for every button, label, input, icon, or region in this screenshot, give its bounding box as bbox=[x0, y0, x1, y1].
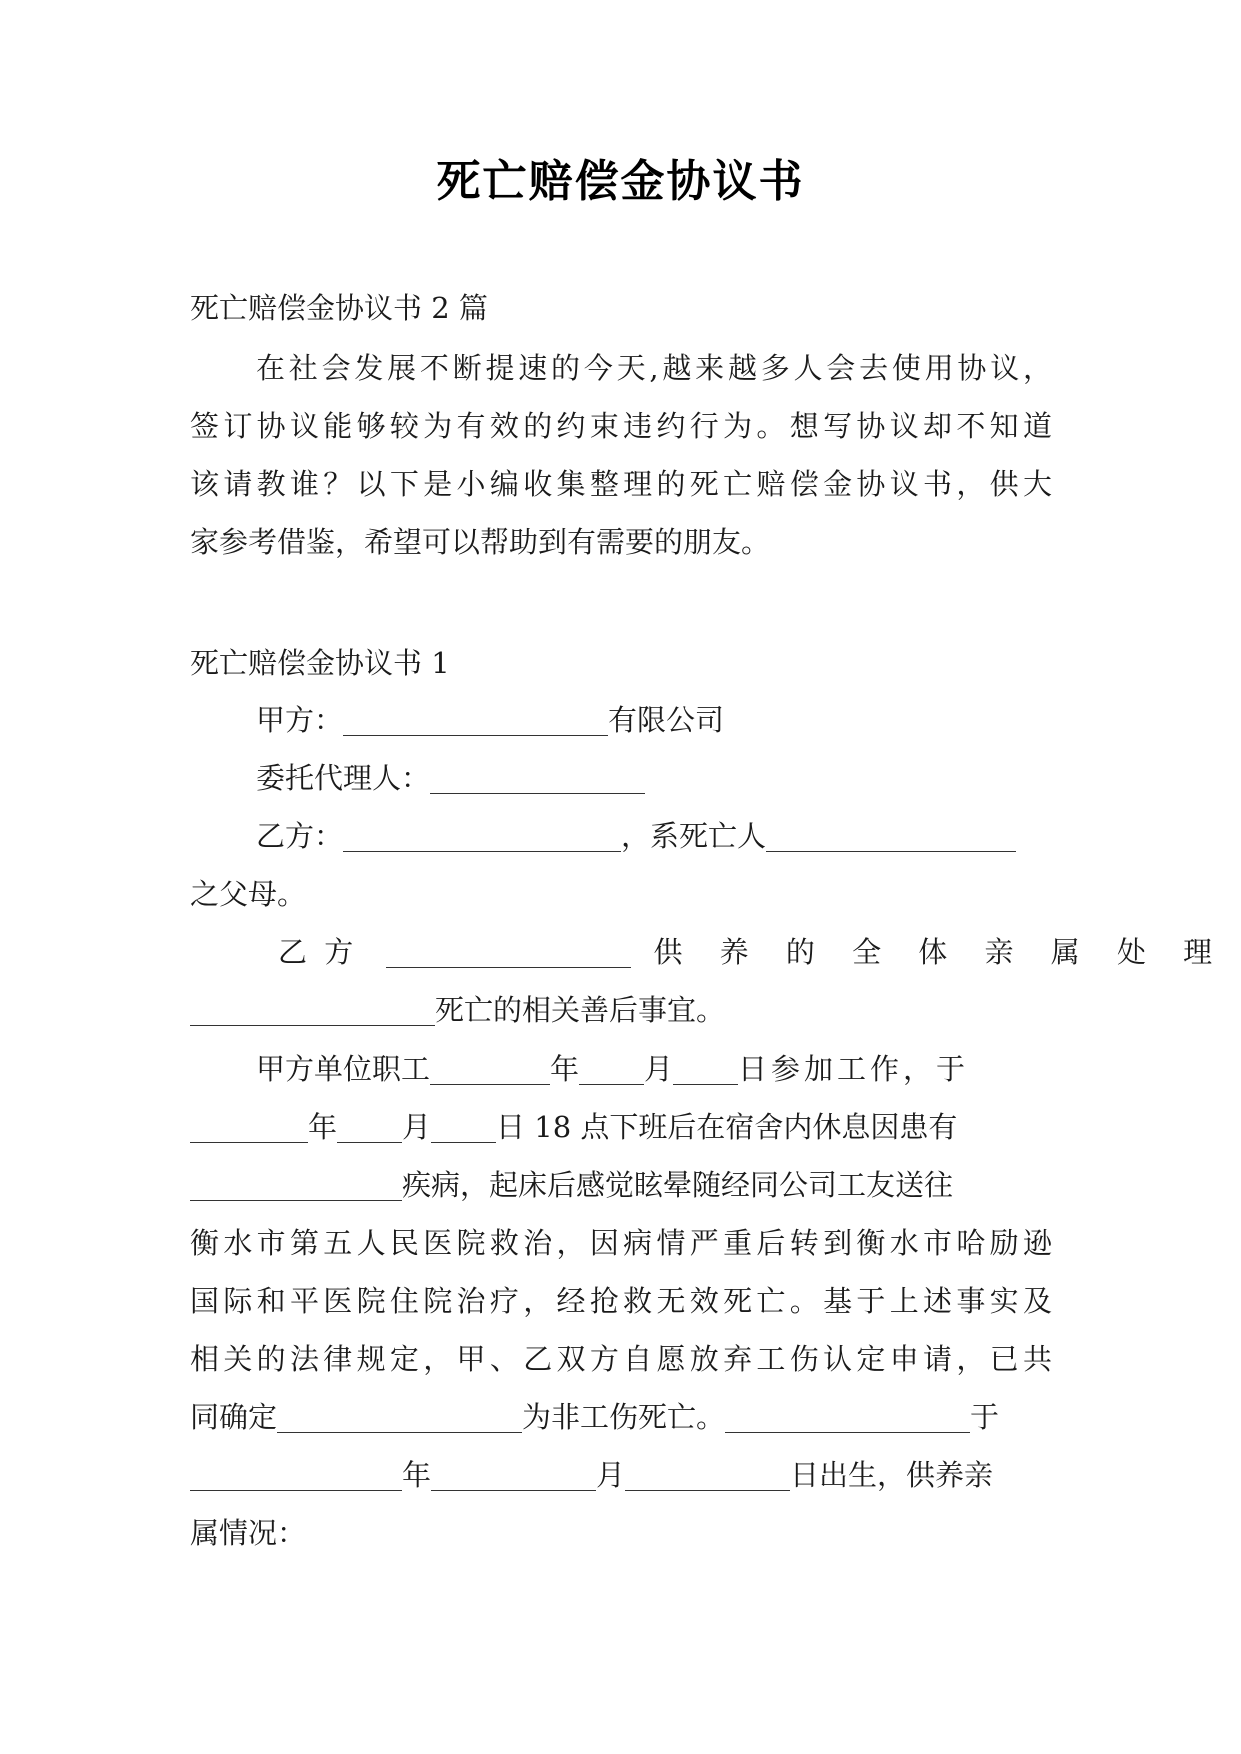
section-heading: 死亡赔偿金协议书 1 bbox=[190, 646, 450, 680]
blank-day-1 bbox=[673, 1056, 738, 1085]
body-l3: 疾病，起床后感觉眩晕随经同公司工友送往 bbox=[402, 1168, 954, 1202]
blank-disease bbox=[190, 1172, 402, 1201]
agent-blank bbox=[430, 765, 645, 794]
blank-month-1 bbox=[579, 1056, 644, 1085]
party-b-blank bbox=[343, 823, 621, 852]
blank-year-2 bbox=[190, 1114, 308, 1143]
body-l1a: 甲方单位职工 bbox=[256, 1052, 431, 1086]
intro-line-4: 家参考借鉴，希望可以帮助到有需要的朋友。 bbox=[190, 525, 771, 559]
body-l2a: 年 bbox=[308, 1110, 338, 1144]
blank-month-2 bbox=[337, 1114, 402, 1143]
body-l1c: 月 bbox=[644, 1052, 674, 1086]
support-part-3: 死亡的相关善后事宜。 bbox=[435, 993, 726, 1027]
support-blank bbox=[386, 939, 631, 968]
support-line bbox=[278, 932, 1227, 972]
agent-label: 委托代理人： bbox=[256, 761, 431, 795]
body-l1b: 年 bbox=[550, 1052, 580, 1086]
body-line-2 bbox=[190, 1107, 1052, 1147]
party-b-label: 乙方： bbox=[256, 819, 344, 853]
body-line-3 bbox=[190, 1165, 1052, 1205]
blank-person bbox=[725, 1404, 970, 1433]
blank-day-2 bbox=[431, 1114, 496, 1143]
intro-line-3: 该请教谁？以下是小编收集整理的死亡赔偿金协议书，供大 bbox=[190, 467, 1052, 501]
support-line-2 bbox=[190, 990, 1052, 1030]
party-a-line bbox=[256, 700, 1052, 740]
body-l7a: 同确定 bbox=[190, 1400, 278, 1434]
blank-year-1 bbox=[430, 1056, 550, 1085]
body-l7b: 为非工伤死亡。 bbox=[522, 1400, 726, 1434]
body-line-5: 国际和平医院住院治疗，经抢救无效死亡。基于上述事实及 bbox=[190, 1284, 1052, 1318]
blank-confirm bbox=[277, 1404, 522, 1433]
body-line-6: 相关的法律规定，甲、乙双方自愿放弃工伤认定申请，已共 bbox=[190, 1342, 1052, 1376]
body-line-1 bbox=[256, 1049, 1052, 1089]
blank-birth-month bbox=[431, 1462, 596, 1491]
party-b-line bbox=[256, 816, 1052, 856]
body-l7c: 于 bbox=[970, 1400, 1000, 1434]
body-line-4: 衡水市第五人民医院救治，因病情严重后转到衡水市哈励逊 bbox=[190, 1226, 1052, 1260]
party-b-mid: ，系死亡人 bbox=[621, 819, 767, 853]
intro-line-1: 在社会发展不断提速的今天,越来越多人会去使用协议， bbox=[256, 351, 1052, 385]
party-a-suffix: 有限公司 bbox=[608, 703, 725, 737]
deceased-name-blank bbox=[190, 997, 435, 1026]
body-l2c: 日 18 点下班后在宿舍内休息因患有 bbox=[496, 1110, 958, 1144]
support-part-1: 乙 方 bbox=[278, 935, 358, 969]
body-l2b: 月 bbox=[402, 1110, 432, 1144]
body-l1d: 日参加工作，于 bbox=[738, 1052, 970, 1086]
blank-birth-year bbox=[190, 1462, 402, 1491]
party-b-tail: 之父母。 bbox=[190, 877, 307, 911]
body-l8a: 年 bbox=[402, 1458, 432, 1492]
agent-line bbox=[256, 758, 1052, 798]
party-a-blank bbox=[343, 707, 608, 736]
blank-birth-day bbox=[625, 1462, 790, 1491]
body-l8b: 月 bbox=[596, 1458, 626, 1492]
body-line-7 bbox=[190, 1397, 1052, 1437]
party-a-label: 甲方： bbox=[256, 703, 344, 737]
body-line-9: 属情况： bbox=[190, 1516, 307, 1550]
body-line-8 bbox=[190, 1455, 1052, 1495]
body-l8c: 日出生，供养亲 bbox=[790, 1458, 994, 1492]
support-part-2: 供 养 的 全 体 亲 属 处 理 bbox=[653, 935, 1227, 969]
subtitle: 死亡赔偿金协议书 2 篇 bbox=[190, 291, 488, 325]
deceased-blank bbox=[766, 823, 1016, 852]
intro-line-2: 签订协议能够较为有效的约束违约行为。想写协议却不知道 bbox=[190, 409, 1052, 443]
document-title: 死亡赔偿金协议书 bbox=[436, 156, 805, 207]
